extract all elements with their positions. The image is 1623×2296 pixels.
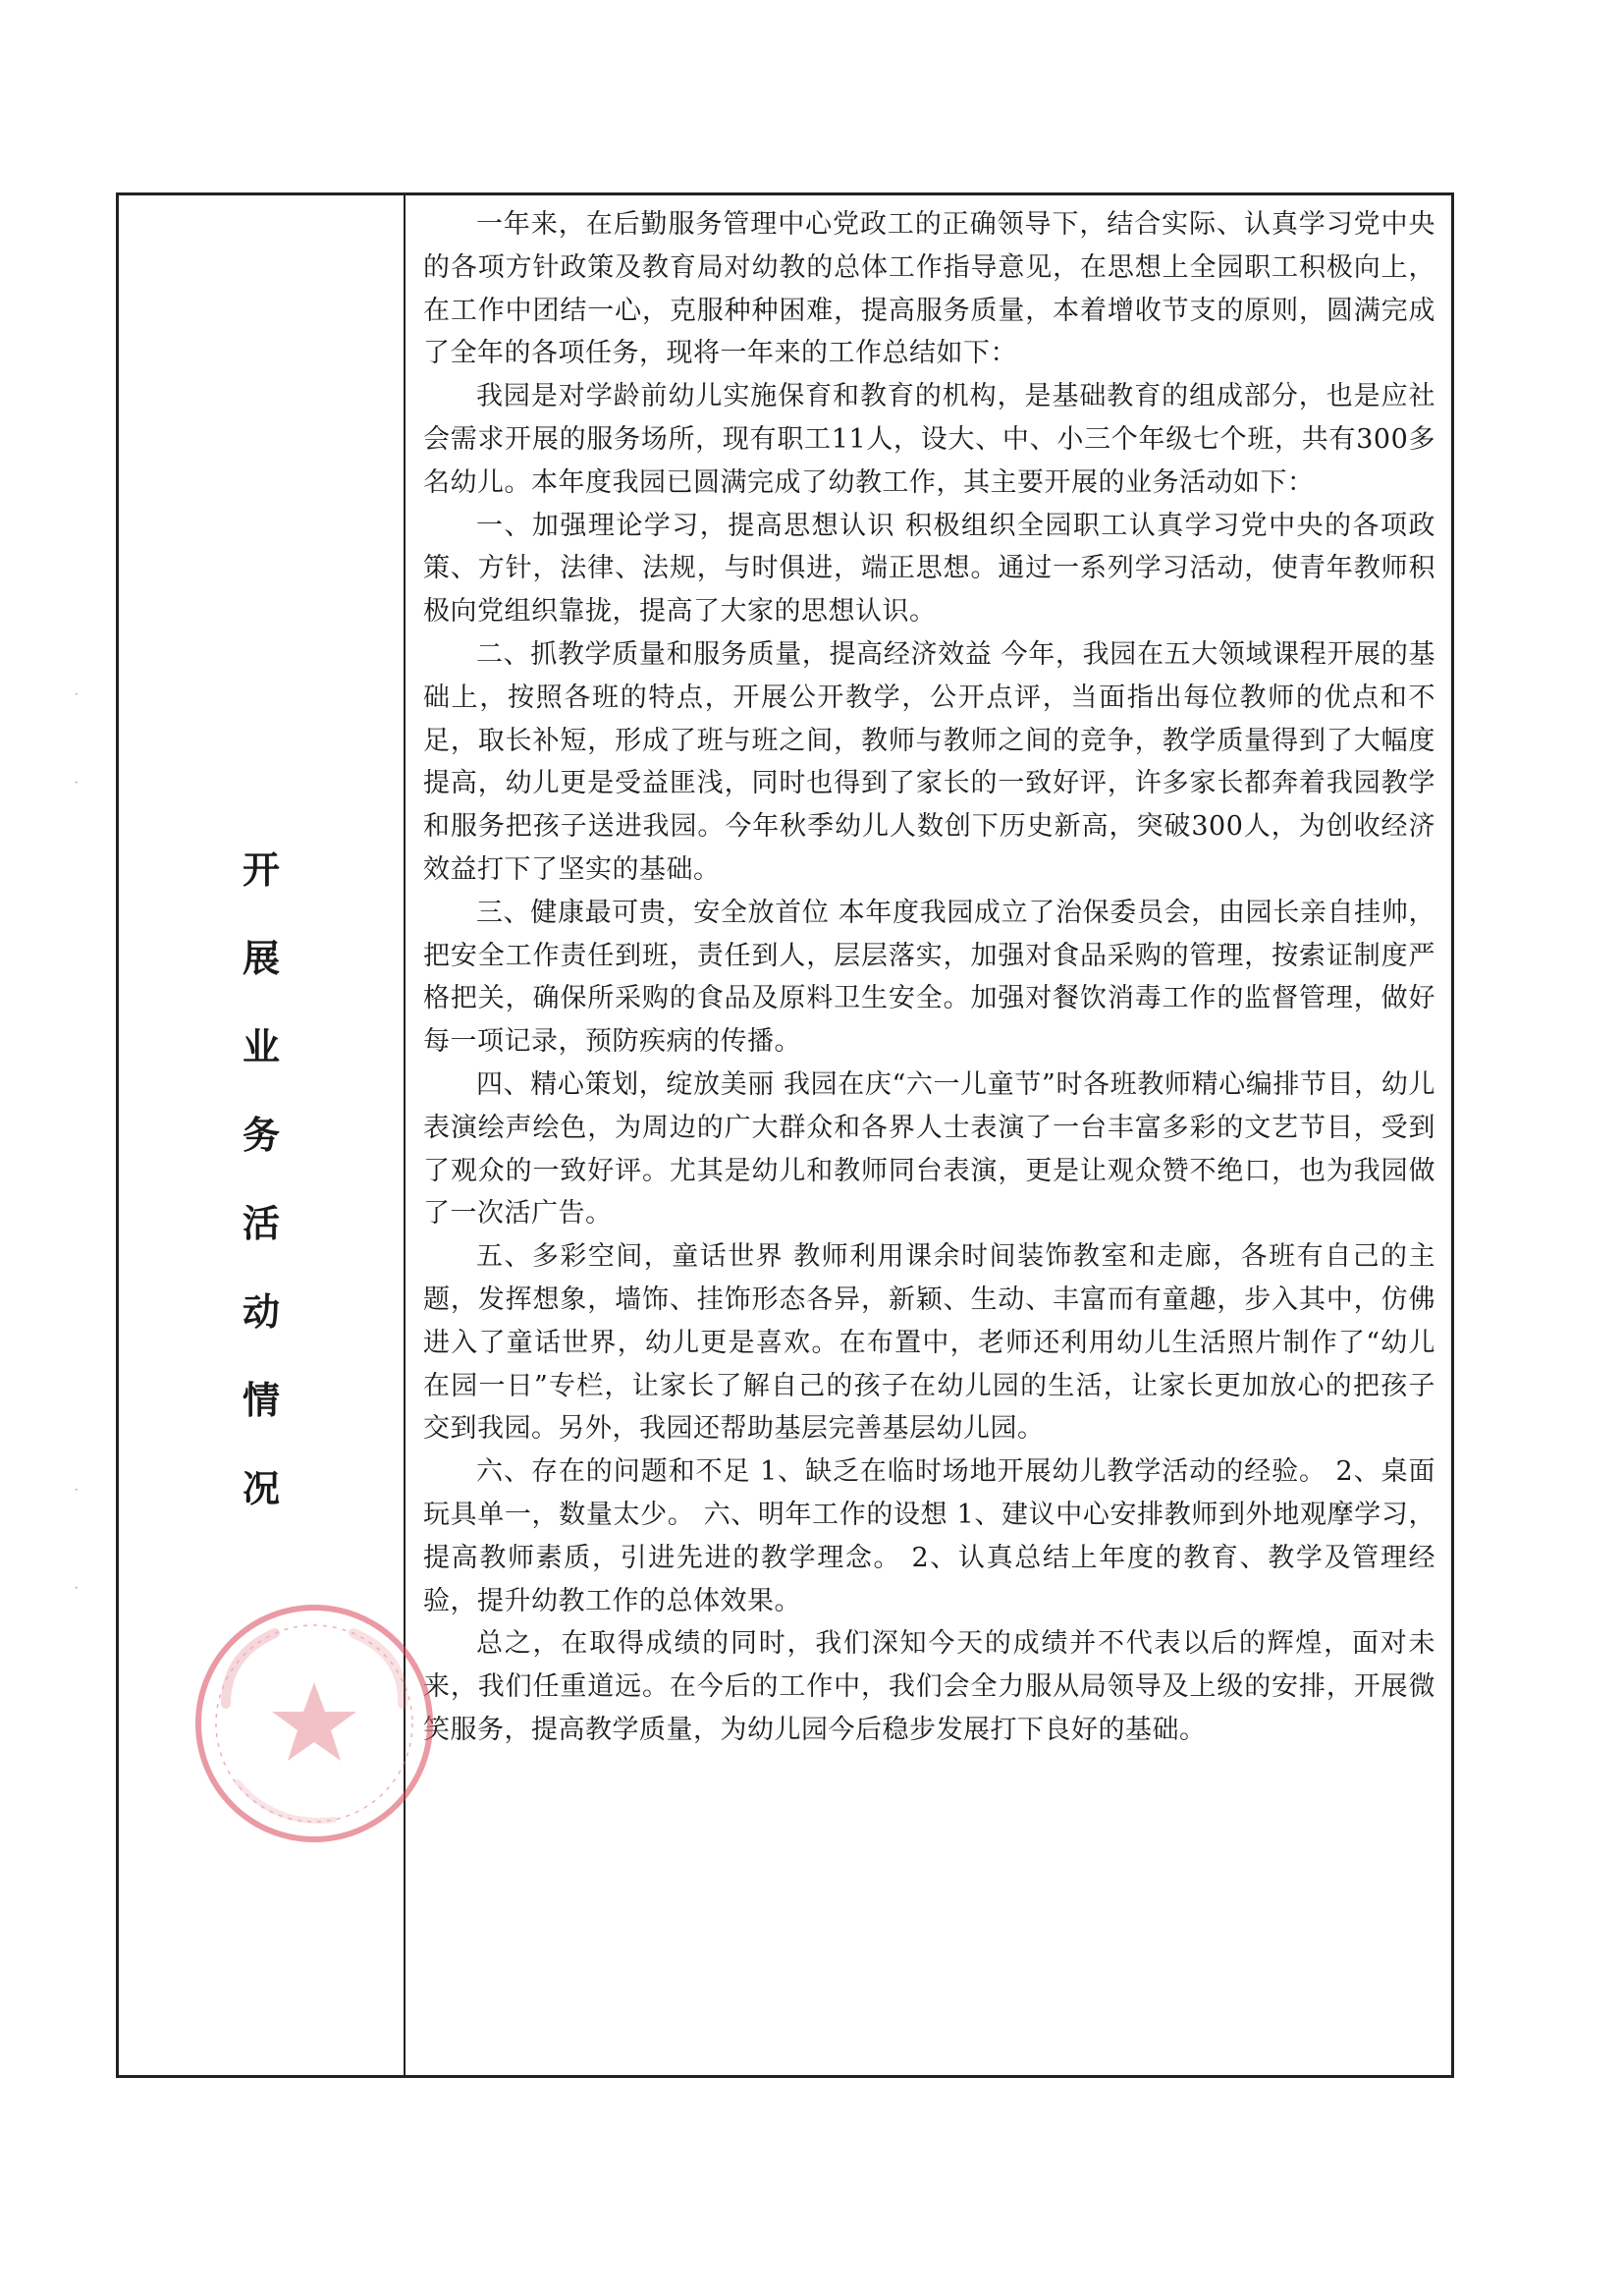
paragraph-item-2: 二、抓教学质量和服务质量，提高经济效益 今年，我园在五大领域课程开展的基础上，按照各班的特点，开展公开教学，公开点评，当面指出每位教师的优点和不足，取长补短，形成了班与班之间，教师与教师之间的竞争，教学质量得到了大幅度提高，幼儿更是受益匪浅，同时也得到了家长的一致好评，许多家长都奔着我园教学和服务把孩子送进我园。今年秋季幼儿人数创下历史新高，突破300人，为创收经济效益打下了坚实的基础。 [423,638,1435,885]
margin-mark: · [75,1581,79,1595]
paragraph-intro: 一年来，在后勤服务管理中心党政工的正确领导下，结合实际、认真学习党中央的各项方针政策及教育局对幼教的总体工作指导意见，在思想上全园职工积极向上，在工作中团结一心，克服种种困难，提高服务质量，本着增收节支的原则，圆满完成了全年的各项任务，现将一年来的工作总结如下： [423,209,1435,369]
section-label-char: 活 [242,1201,280,1245]
section-label-char: 开 [242,847,280,892]
margin-mark: · [75,776,79,790]
paragraph-item-4: 四、精心策划，绽放美丽 我园在庆“六一儿童节”时各班教师精心编排节目，幼儿表演绘声绘色，为周边的广大群众和各界人士表演了一台丰富多彩的文艺节目，受到了观众的一致好评。尤其是幼儿和教师同台表演，更是让观众赞不绝口，也为我园做了一次活广告。 [423,1068,1435,1230]
paragraph-overview: 我园是对学龄前幼儿实施保育和教育的机构，是基础教育的组成部分，也是应社会需求开展的服务场所，现有职工11人，设大、中、小三个年级七个班，共有300多名幼儿。本年度我园已圆满完成了幼教工作，其主要开展的业务活动如下： [423,381,1435,498]
paragraph-item-3: 三、健康最可贵，安全放首位 本年度我园成立了治保委员会，由园长亲自挂帅，把安全工作责任到班，责任到人，层层落实，加强对食品采购的管理，按索证制度严格把关，确保所采购的食品及原料卫生安全。加强对餐饮消毒工作的监督管理，做好每一项记录，预防疾病的传播。 [423,897,1435,1058]
content-cell [406,195,1451,2075]
section-label-char: 务 [242,1113,280,1157]
paragraph-item-6: 六、存在的问题和不足 1、缺乏在临时场地开展幼儿教学活动的经验。 2、桌面玩具单一，数量太少。 六、明年工作的设想 1、建议中心安排教师到外地观摩学习，提高教师素质，引进先进的教学理念。 2、认真总结上年度的教育、教学及管理经验，提升幼教工作的总体效果。 [423,1456,1435,1616]
red-seal-stamp [187,1596,442,1851]
section-label-char: 业 [242,1024,280,1068]
paragraph-conclusion: 总之，在取得成绩的同时，我们深知今天的成绩并不代表以后的辉煌，面对未来，我们任重道远。在今后的工作中，我们会全力服从局领导及上级的安排，开展微笑服务，提高教学质量，为幼儿园今后稳步发展打下良好的基础。 [423,1628,1435,1745]
margin-mark: · [75,687,79,701]
paragraph-item-5: 五、多彩空间，童话世界 教师利用课余时间装饰教室和走廊，各班有自己的主题，发挥想象，墙饰、挂饰形态各异，新颖、生动、丰富而有童趣，步入其中，仿佛进入了童话世界，幼儿更是喜欢。在布置中，老师还利用幼儿生活照片制作了“幼儿在园一日”专栏，让家长了解自己的孩子在幼儿园的生活，让家长更加放心的把孩子交到我园。另外，我园还帮助基层完善基层幼儿园。 [423,1241,1435,1445]
paragraph-item-1: 一、加强理论学习，提高思想认识 积极组织全园职工认真学习党中央的各项政策、方针，法律、法规，与时俱进，端正思想。通过一系列学习活动，使青年教师积极向党组织靠拢，提高了大家的思想认识。 [423,510,1435,628]
section-label-char: 动 [242,1289,280,1334]
section-label [119,826,404,1533]
section-label-char: 情 [242,1378,280,1422]
section-label-char: 展 [242,936,280,980]
section-label-char: 况 [242,1466,280,1510]
margin-mark: · [75,1483,79,1497]
